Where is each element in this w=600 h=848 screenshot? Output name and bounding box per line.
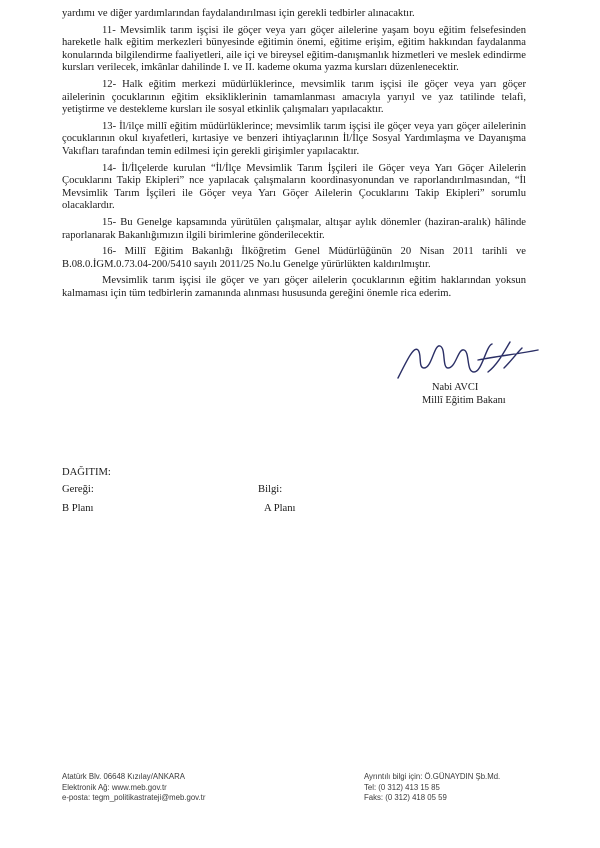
paragraph-12: 12- Halk eğitim merkezi müdürlüklerince, mevsimlik tarım işçisi ile göçer veya yarı göçer ailelerinin çocuklarının eğitim eksikliklerinin tamamlanması amacıyla yarıyıl ve yaz tatilinde telafi, yetiştirme ve destekleme kursları ile sosyal etkinlik çalışmaları yapılacaktır. [62, 78, 526, 116]
bilgi-label: Bilgi: [258, 484, 283, 495]
footer-left [62, 772, 205, 804]
gerekli-label: Gereği: [62, 484, 94, 495]
paragraph-13: 13- İl/ilçe millî eğitim müdürlüklerince; mevsimlik tarım işçisi ile göçer veya yarı göçer ailelerinin çocuklarının okul kıyafetleri, kırtasiye ve benzeri ihtiyaçlarının İl/İlçe Sosyal Yardımlaşma ve Dayanışma Vakıfları tarafından temin edilmesi için gerekli girişimler yapılacaktır. [62, 120, 526, 157]
body-text [62, 8, 526, 304]
footer-tel: Tel: (0 312) 413 15 85 [364, 782, 440, 792]
distribution-block [62, 466, 392, 515]
signer-title: Millî Eğitim Bakanı [422, 395, 506, 406]
distribution-heading: DAĞITIM: [62, 467, 111, 478]
footer-email: e-posta: tegm_politikastrateji@meb.gov.tr [62, 793, 206, 802]
gerekli-value: B Planı [62, 503, 94, 514]
paragraph-15: 15- Bu Genelge kapsamında yürütülen çalışmalar, altışar aylık dönemler (haziran-aralık) hâlinde raporlanarak Bakanlığımızın ilgili birimlerine gönderilecektir. [62, 216, 526, 241]
closing-paragraph: Mevsimlik tarım işçisi ile göçer ve yarı göçer ailelerin çocuklarının eğitim haklarından yoksun kalmaması için tüm tedbirlerin zamanında alınması hususunda gereğini önemle rica ederim. [62, 275, 526, 299]
paragraph-14: 14- İl/İlçelerde kurulan “İl/İlçe Mevsimlik Tarım İşçileri ile Göçer veya Yarı Göçer Ailelerin Çocuklarını Takip Ekipleri” nce yapılacak çalışmaların koordinasyonundan ve raporlandırılmasından, “İl Mevsimlik Tarım İşçileri ile Göçer veya Yarı Göçer Ailelerin Çocuklarını Takip Ekipleri” sorumlu olacaklardır. [62, 162, 526, 212]
footer-right [364, 772, 500, 804]
signer-block [422, 381, 506, 407]
signature-image [388, 338, 548, 384]
bilgi-value: A Planı [264, 503, 296, 514]
footer-address: Atatürk Blv. 06648 Kızılay/ANKARA [62, 772, 185, 781]
paragraph-16: 16- Millî Eğitim Bakanlığı İlköğretim Genel Müdürlüğünün 20 Nisan 2011 tarihli ve B.08.0.İGM.0.73.04-200/5410 sayılı 2011/25 No.lu Genelge yürürlükten kaldırılmıştır. [62, 246, 526, 270]
signer-name: Nabi AVCI [432, 382, 479, 393]
paragraph-continuation: yardımı ve diğer yardımlarından faydalandırılması için gerekli tedbirler alınacaktır. [62, 8, 415, 19]
footer-contact: Ayrıntılı bilgi için: Ö.GÜNAYDIN Şb.Md. [364, 772, 501, 781]
footer-web: Elektronik Ağ: www.meb.gov.tr [62, 782, 167, 792]
paragraph-11: 11- Mevsimlik tarım işçisi ile göçer veya yarı göçer ailelerine yaşam boyu eğitim felsefesinden hareketle halk eğitim merkezleri bünyesinde eğitimin önemi, eğitime erişim, eğitim hakkından faydalanma konularında bilgilendirme faaliyetleri, aile içi ve bireysel eğitim-danışmanlık hizmetleri ve meslek edindirme kursları verilecek, imkânlar dahilinde I. ve II. kademe okuma yazma kursları düzenlenecektir. [62, 24, 526, 74]
footer-fax: Faks: (0 312) 418 05 59 [364, 793, 447, 802]
